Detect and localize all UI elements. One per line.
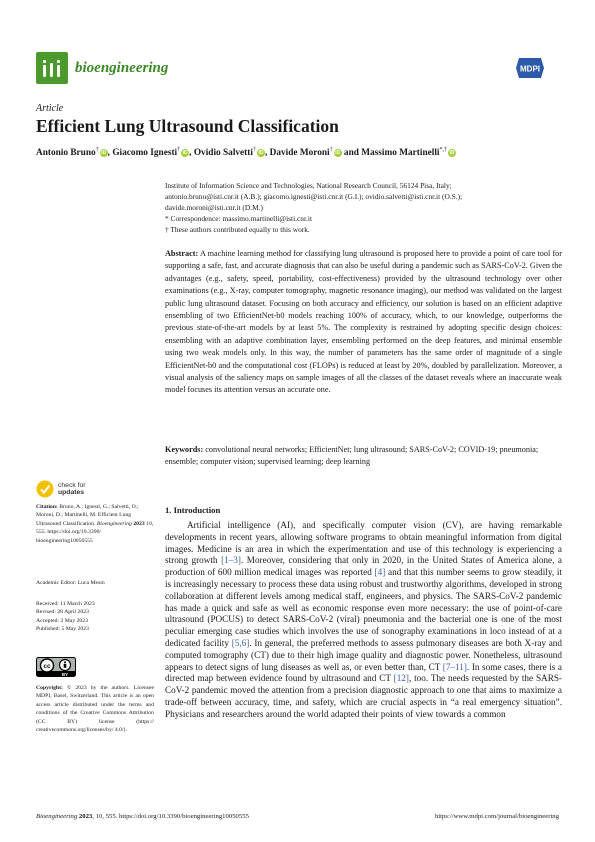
copyright-label: Copyright: xyxy=(36,685,63,691)
academic-editor: Academic Editor: Luca Mesin xyxy=(36,580,105,586)
footer-year: 2023 xyxy=(78,813,93,820)
author-separator: , xyxy=(264,148,270,159)
introduction-paragraph: Artificial intelligence (AI), and specifically computer vision (CV), are having remarkable developments in recent years, allowing software programs to obtain meaningful information from digital images. Medicine is an area in which the experimentation and use of this technology is experiencing a strong growth [1–3]. Moreover, considering that only in 2020, in the United States of America alone, a production of 600 million medical images was reported [4] and that this number seems to grow steadily, it is increasingly necessary to process these data using robust and trustworthy algorithms, developed in strong collaboration at different levels among medical staff, engineers, and physics. The SARS-CoV-2 pandemic has made a quick and safe as well as economic response even more necessary: the use of point-of-care ultrasound (POCUS) to detect SARS-CoV-2 (viral) pneumonia and the bacterial one is one of the most peculiar emerging case studies which involves the use of sonography examinations in loco instead of at a dedicated facility [5,6]. In general, the preferred methods to assess pulmonary diseases are both X-ray and computed tomography (CT) due to their high image quality and diagnostic power. Nonetheless, ultrasound appears to detect signs of lung diseases as well as, or even better than, CT [7–11]. In some cases, there is a directed map between evidence found by ultrasound and CT [12], too. The needs requested by the SARS-CoV-2 pandemic moved the attention from a precision diagnostic approach to one that aims to maximize a trade-off between accuracy, time, and safety, which are crucial aspects in “a real emergency situation”. Physicians and researchers around the world adapted their points of view towards a common xyxy=(165,520,563,719)
citation-link[interactable]: [4] xyxy=(374,567,386,578)
orcid-icon[interactable]: iD xyxy=(449,150,455,157)
citation-link[interactable]: [12] xyxy=(393,673,409,684)
author[interactable]: Antonio Bruno†iD xyxy=(36,147,107,159)
keywords-label: Keywords: xyxy=(165,445,204,454)
footer-url[interactable]: https://www.mdpi.com/journal/bioengineering xyxy=(434,813,559,820)
citation-volume: 10, xyxy=(146,520,154,527)
affiliation-emails[interactable]: antonio.bruno@isti.cnr.it (A.B.); giacomo.ignesti@isti.cnr.it (G.I.); ovidio.salvetti@isti.cnr.it (O.S.); xyxy=(165,192,463,201)
affiliation-institute: Institute of Information Science and Technologies, National Research Council, 56124 Pisa, Italy; xyxy=(165,181,452,190)
keywords-text: convolutional neural networks; EfficientNet; lung ultrasound; SARS-CoV-2; COVID-19; pneumonia; ensemble; computer vision; supervised learning; deep learning xyxy=(165,445,539,467)
author[interactable]: Massimo Martinelli*,†iD xyxy=(361,147,455,159)
citation-year: 2023 xyxy=(133,520,145,527)
check-updates-icon xyxy=(36,480,54,498)
copyright-block xyxy=(36,684,154,734)
published-date: Published: 5 May 2023 xyxy=(36,626,89,633)
abstract-text: A machine learning method for classifying lung ultrasound is proposed here to provide a point of care tool for supporting a safe, fast, and accurate diagnosis that can also be useful during a pandemic such as SARS-CoV-2. Given the advantages (e.g., safety, speed, portability, cost-effectiveness) provided by the ultrasound technology over other examinations (e.g., X-ray, computer tomography, magnetic resonance imaging), our method was validated on the largest public lung ultrasound dataset. Focusing on both accuracy and efficiency, our solution is based on an efficient adaptive ensembling of two EfficientNet-b0 models reaching 100% of accuracy, which, to our knowledge, outperforms the previous state-of-the-art models by at least 5%. The complexity is restrained by adopting specific design choices: ensembling with an adaptive combination layer, ensembling performed on the deep features, and minimal ensemble using two weak models only. In this way, the number of parameters has the same order of magnitude of a single EfficientNet-b0 and the computational cost (FLOPs) is reduced at least by 20%, doubled by parallelization. Moreover, a visual analysis of the saliency maps on sample images of all the classes of the dataset reveals where an inaccurate weak model focuses its attention versus an accurate one. xyxy=(165,249,562,395)
paper-title: Efficient Lung Ultrasound Classification xyxy=(36,116,339,136)
orcid-icon[interactable]: iD xyxy=(182,150,188,157)
affiliation-emails[interactable]: davide.moroni@isti.cnr.it (D.M.) xyxy=(165,203,263,212)
accepted-date: Accepted: 2 May 2023 xyxy=(36,617,88,624)
orcid-icon[interactable]: iD xyxy=(335,150,341,157)
author[interactable]: Ovidio Salvetti†iD xyxy=(193,147,264,159)
author-mark: *,† xyxy=(439,147,447,153)
author-mark: † xyxy=(177,147,181,153)
author[interactable]: Giacomo Ignesti†iD xyxy=(112,147,188,159)
mdpi-label: MDPI xyxy=(520,64,540,74)
journal-name: bioengineering xyxy=(75,59,169,76)
footer-doi[interactable]: , 10, 555. https://doi.org/10.3390/bioengineering10050555 xyxy=(92,813,249,820)
check-updates-line2: updates xyxy=(58,489,85,496)
citation-link[interactable]: [7–11] xyxy=(442,661,467,672)
author-mark: † xyxy=(95,147,99,153)
check-for-updates[interactable] xyxy=(36,480,86,498)
abstract xyxy=(165,248,562,397)
svg-text:cc: cc xyxy=(43,663,51,670)
citation-journal: Bioengineering xyxy=(96,520,132,527)
author-mark: † xyxy=(329,147,333,153)
revised-date: Revised: 28 April 2023 xyxy=(36,609,89,616)
keywords xyxy=(165,444,562,469)
author-list xyxy=(36,147,456,158)
article-type: Article xyxy=(36,103,64,114)
abstract-label: Abstract: xyxy=(165,249,199,258)
citation-text: Bruno, A.; Ignesti, G.; Salvetti, O.; Moroni, D.; Martinelli, M. Efficient Lung Ultrasound Classification. xyxy=(36,504,139,527)
citation-label: Citation: xyxy=(36,504,58,510)
equal-contribution-note: † These authors contributed equally to this work. xyxy=(165,225,310,234)
correspondence-note: * Correspondence: massimo.martinelli@isti.cnr.it xyxy=(165,214,312,223)
citation-block xyxy=(36,503,154,545)
svg-text:BY: BY xyxy=(61,671,69,677)
citation-link[interactable]: [5,6] xyxy=(231,637,250,648)
citation-doi[interactable]: 555. https://doi.org/10.3390/ bioengineering10050555 xyxy=(36,529,101,544)
check-updates-line1: check for xyxy=(58,481,86,489)
author-separator: , xyxy=(107,148,113,159)
received-date: Received: 11 March 2023 xyxy=(36,601,95,607)
journal-header xyxy=(36,52,168,84)
author-mark: † xyxy=(252,147,256,153)
dates-block xyxy=(36,600,154,634)
affiliations xyxy=(165,180,565,235)
author-separator: and xyxy=(341,148,362,159)
author-separator: , xyxy=(189,148,194,159)
footer-citation xyxy=(36,813,249,820)
journal-logo-icon xyxy=(36,52,68,84)
citation-link[interactable]: [1–3] xyxy=(221,555,241,566)
orcid-icon[interactable]: iD xyxy=(101,150,107,157)
copyright-text: © 2023 by the authors. Licensee MDPI, Basel, Switzerland. This article is an open access article distributed under the terms and conditions of the Creative Commons Attribution (CC BY) license (https:// creativecommons.org/licenses/by/ 4.0/). xyxy=(36,685,154,734)
mdpi-logo-icon[interactable] xyxy=(515,56,545,80)
orcid-icon[interactable]: iD xyxy=(258,150,264,157)
section-heading: 1. Introduction xyxy=(165,505,221,515)
author[interactable]: Davide Moroni†iD xyxy=(269,147,341,159)
footer-journal: Bioengineering xyxy=(36,813,78,820)
cc-by-license-icon[interactable] xyxy=(36,657,76,677)
